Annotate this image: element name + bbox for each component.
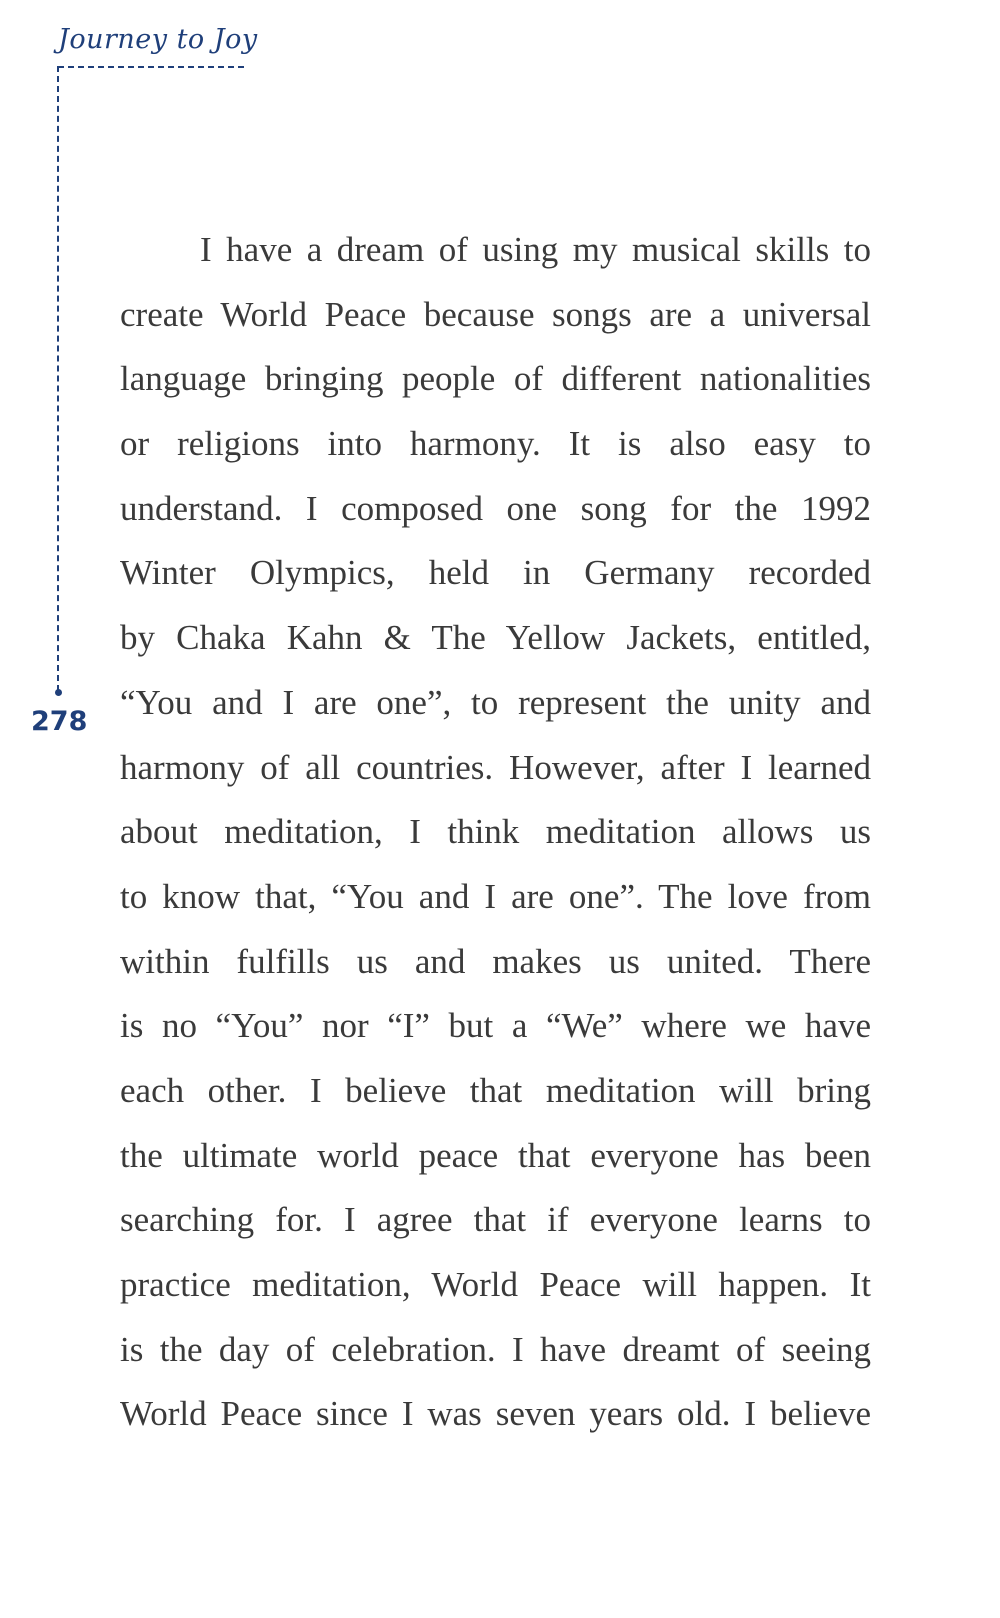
text-line: by Chaka Kahn & The Yellow Jackets, entitled, bbox=[120, 618, 871, 658]
text-line: Winter Olympics, held in Germany recorded bbox=[120, 553, 871, 593]
text-line: practice meditation, World Peace will happen. It bbox=[120, 1265, 871, 1304]
running-header-title: Journey to Joy bbox=[58, 24, 258, 55]
text-line: understand. I composed one song for the 1992 bbox=[120, 488, 871, 528]
text-line: create World Peace because songs are a universal bbox=[120, 294, 871, 334]
text-line: language bringing people of different nationalities bbox=[120, 359, 871, 399]
text-line: or religions into harmony. It is also easy to bbox=[120, 424, 871, 464]
body-paragraph bbox=[120, 218, 871, 1447]
text-line: the ultimate world peace that everyone has been bbox=[120, 1135, 871, 1175]
header-dashed-rule bbox=[58, 66, 244, 68]
text-line: to know that, “You and I are one”. The love from bbox=[120, 876, 871, 916]
margin-dashed-line bbox=[57, 66, 59, 691]
text-line: harmony of all countries. However, after I learned bbox=[120, 747, 871, 787]
text-line: searching for. I agree that if everyone learns to bbox=[120, 1200, 871, 1240]
page-number: 278 bbox=[31, 706, 88, 737]
margin-line-dot bbox=[55, 689, 62, 696]
text-line: is no “You” nor “I” but a “We” where we have bbox=[120, 1006, 871, 1046]
text-line: is the day of celebration. I have dreamt of seeing bbox=[120, 1329, 871, 1369]
text-line: I have a dream of using my musical skills to bbox=[200, 230, 871, 269]
text-line: World Peace since I was seven years old. I believe bbox=[120, 1394, 871, 1434]
text-line: each other. I believe that meditation will bring bbox=[120, 1070, 871, 1110]
text-line: “You and I are one”, to represent the unity and bbox=[120, 682, 871, 722]
text-line: about meditation, I think meditation allows us bbox=[120, 812, 871, 852]
text-line: within fulfills us and makes us united. There bbox=[120, 941, 871, 981]
